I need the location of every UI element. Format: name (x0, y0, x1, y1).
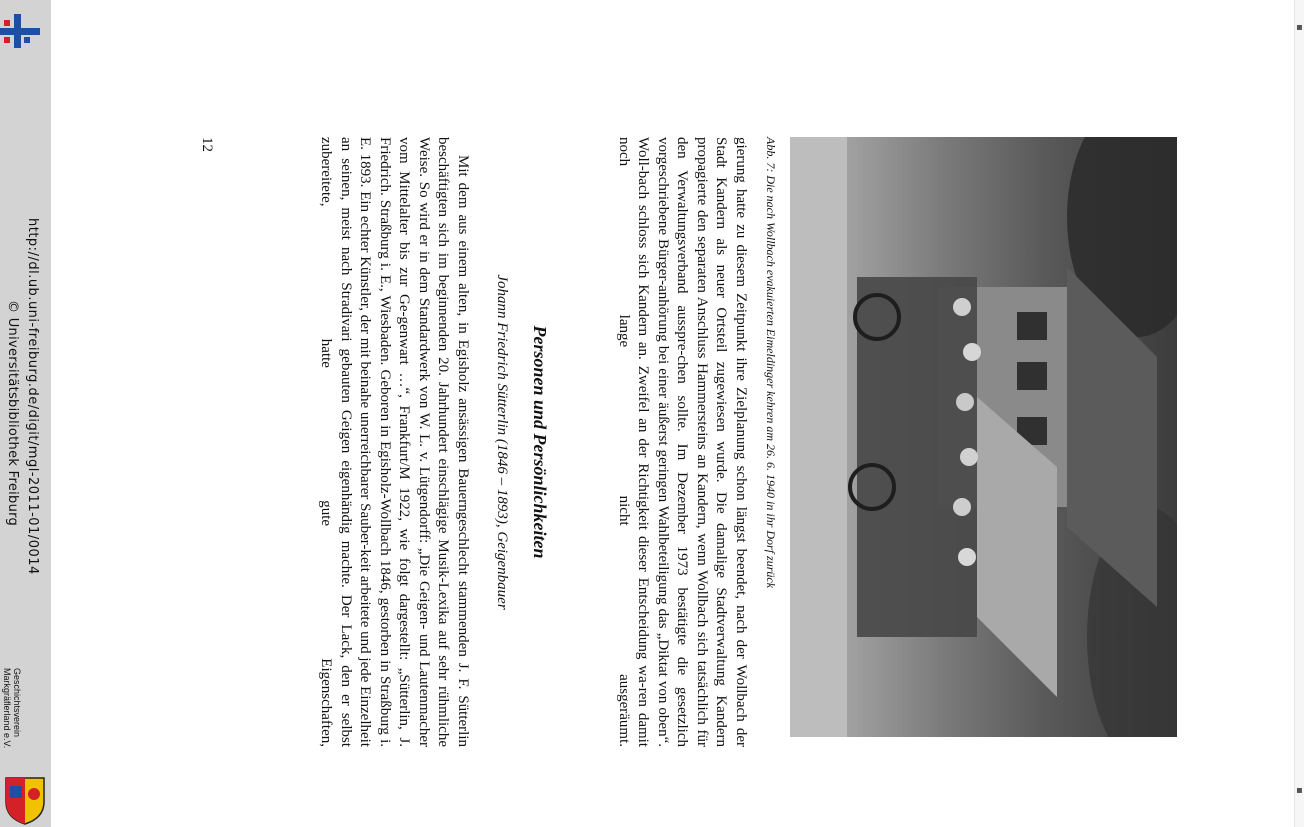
publisher-line2: Markgräflerland e.V. (2, 668, 12, 749)
page-number: 12 (199, 137, 215, 152)
source-url[interactable]: http://dl.ub.uni-freiburg.de/digit/mgl-2011-01/0014 (25, 218, 40, 575)
edge-mark-bottom: ▪ (1296, 785, 1303, 796)
paragraph-1: gierung hatte zu diesem Zeitpunkt ihre Zielplanung schon längst beendet, nach der Wollbach der Stadt Kandern als neuer Ortsteil zugewiesen wurde. Die damalige Stadtverwaltung Kandern propagierte den separaten Anschluss Hammersteins an Kandern, wenn Wollbach sich tatsächlich für den Verwaltungsverband ausspre-chen sollte. Im Dezember 1973 bestätigte die gesetzlich vorgeschriebene Bürger-anhörung bei einer äußerst geringen Wahlbeteiligung das „Diktat von oben“. Woll-bach schloss sich Kandern an. Zweifel an der Richtigkeit dieser Entscheidung wa-ren damit noch lange nicht ausgeräumt. (616, 137, 749, 747)
photo-caption: Abb. 7: Die nach Wollbach evakuierten Eimeldinger kehren am 26. 6. 1940 in ihr Dorf zurück (764, 137, 778, 589)
right-page-edge (1294, 0, 1304, 827)
rotated-page-content (180, 117, 1230, 747)
flag-cross-logo-icon (0, 0, 51, 60)
sidebar (0, 0, 51, 827)
photo-scene (790, 137, 1177, 737)
historical-photo (790, 137, 1177, 737)
paragraph-2: Mit dem aus einem alten, in Egisholz ansässigen Bauerngeschlecht stammenden J. F. Sütterlin beschäftigten sich im beginnenden 20. Jahrhundert einschlägige Musik-Lexika auf sehr rühmliche Weise. So wird er in dem Standardwerk von W. L. v. Lütgendorff: „Die Geigen- und Lautenmacher vom Mittelalter bis zur Ge-genwart …“, Frankfurt/M 1922, wie folgt dargestellt: „Sütterlin, J. Friedrich. Straßburg i. E., Wiesbaden. Geboren in Egisholz-Wollbach 1846, gestorben in Straßburg i. E. 1893. Ein echter Künstler, der mit beinahe unerreichbarer Sauber-keit arbeitete und jede Einzelheit an seinen, meist nach Stradivari gebauten Geigen eigenhändig machte. Der Lack, den er selbst zubereitete, hatte gute Eigenschaften, (318, 137, 471, 747)
publisher-line1: Geschichtsverein (12, 668, 22, 738)
section-subheading: Johann Friedrich Sütterlin (1846 – 1893), Geigenbauer (494, 274, 510, 610)
publisher-name (2, 668, 22, 748)
coat-of-arms-icon (0, 772, 51, 827)
copyright-notice: © Universitätsbibliothek Freiburg (5, 300, 20, 527)
edge-mark-top: ▪ (1296, 22, 1303, 33)
section-heading: Personen und Persönlichkeiten (530, 325, 550, 559)
